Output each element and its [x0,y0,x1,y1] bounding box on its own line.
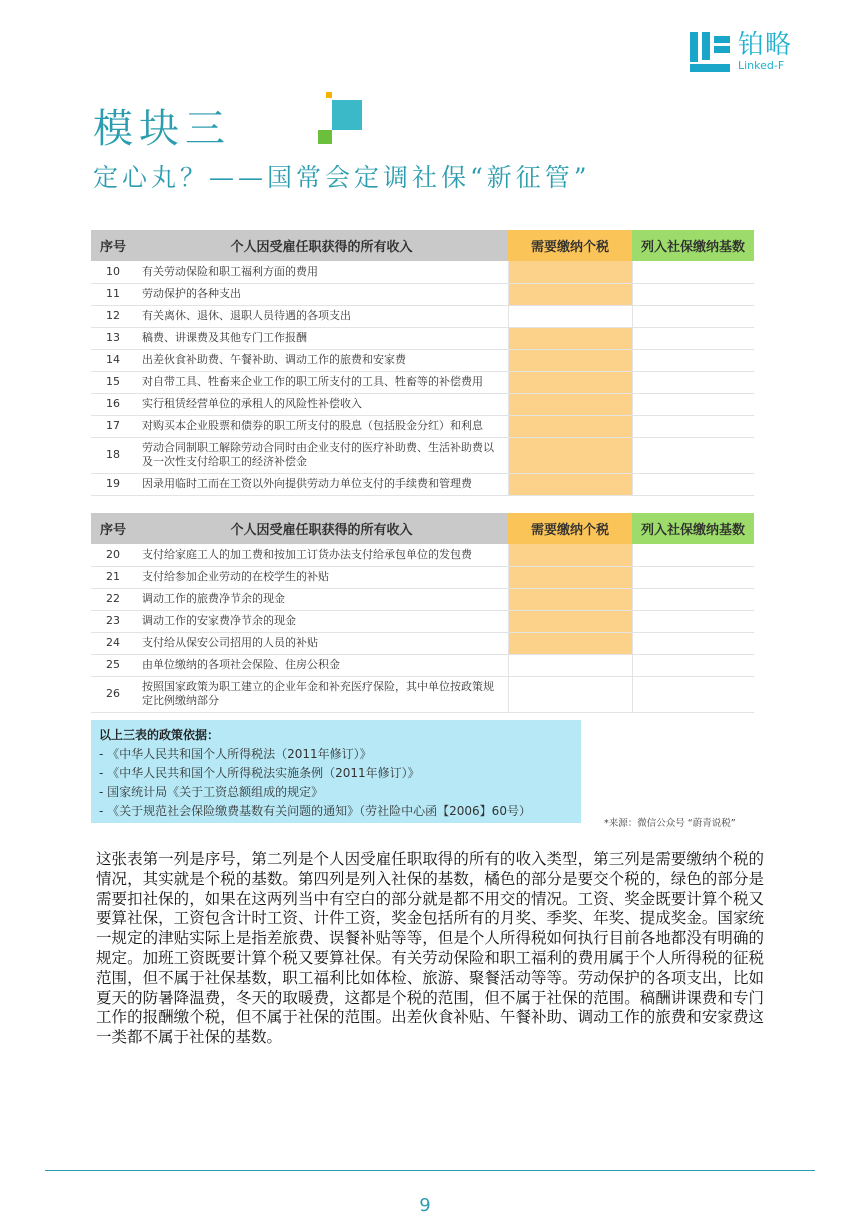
logo-text-cn: 铂略 [738,30,793,60]
row-number: 24 [91,632,135,654]
header-social-security: 列入社保缴纳基数 [632,513,754,544]
table-row [91,544,754,566]
social-cell [632,393,754,415]
row-description: 调动工作的旅费净节余的现金 [135,588,508,610]
tax-cell [508,588,632,610]
table-row [91,371,754,393]
table-row [91,261,754,283]
header-no: 序号 [91,230,135,261]
row-description: 对自带工具、牲畜来企业工作的职工所支付的工具、牲畜等的补偿费用 [135,371,508,393]
row-description: 调动工作的安家费净节余的现金 [135,610,508,632]
policy-item: - 国家统计局《关于工资总额组成的规定》 [99,785,324,799]
tax-cell [508,305,632,327]
row-number: 12 [91,305,135,327]
income-table-2 [91,513,754,713]
source-note: *来源：微信公众号 “蔚青说税” [604,818,736,829]
tax-cell [508,393,632,415]
tax-cell [508,473,632,495]
row-description: 有关离休、退休、退职人员待遇的各项支出 [135,305,508,327]
header-tax: 需要缴纳个税 [508,513,632,544]
row-number: 20 [91,544,135,566]
tax-cell [508,349,632,371]
table-row [91,283,754,305]
row-description: 因录用临时工而在工资以外向提供劳动力单位支付的手续费和管理费 [135,473,508,495]
header-income: 个人因受雇任职获得的所有收入 [135,513,508,544]
tax-cell [508,437,632,473]
row-number: 22 [91,588,135,610]
table-row [91,610,754,632]
table-row [91,632,754,654]
logo-mark-icon [690,32,732,72]
policy-title: 以上三表的政策依据： [99,728,220,742]
row-number: 15 [91,371,135,393]
table-row [91,327,754,349]
social-cell [632,632,754,654]
policy-item: - 《中华人民共和国个人所得税法实施条例（2011年修订）》 [99,766,420,780]
social-cell [632,588,754,610]
row-number: 25 [91,654,135,676]
row-description: 对购买本企业股票和债券的职工所支付的股息（包括股金分红）和利息 [135,415,508,437]
tax-cell [508,283,632,305]
row-description: 按照国家政策为职工建立的企业年金和补充医疗保险，其中单位按政策规定比例缴纳部分 [135,676,508,712]
tax-cell [508,261,632,283]
table-row [91,588,754,610]
policy-basis-box [91,720,581,823]
tax-cell [508,415,632,437]
row-number: 18 [91,437,135,473]
tax-cell [508,566,632,588]
social-cell [632,610,754,632]
social-cell [632,261,754,283]
row-number: 11 [91,283,135,305]
social-cell [632,437,754,473]
row-number: 10 [91,261,135,283]
tax-cell [508,544,632,566]
header-no: 序号 [91,513,135,544]
table-row [91,566,754,588]
tax-cell [508,610,632,632]
row-description: 劳动保护的各种支出 [135,283,508,305]
tax-cell [508,676,632,712]
row-description: 劳动合同制职工解除劳动合同时由企业支付的医疗补助费、生活补助费以及一次性支付给职工的经济补偿金 [135,437,508,473]
policy-item: - 《中华人民共和国个人所得税法（2011年修订）》 [99,747,372,761]
module-title: 模块三 [93,106,231,152]
header-income: 个人因受雇任职获得的所有收入 [135,230,508,261]
table-row [91,305,754,327]
header-tax: 需要缴纳个税 [508,230,632,261]
row-number: 19 [91,473,135,495]
body-paragraph: 这张表第一列是序号，第二列是个人因受雇任职取得的所有的收入类型，第三列是需要缴纳个税的情况，其实就是个税的基数。第四列是列入社保的基数，橘色的部分是要交个税的，绿色的部分是需要扣社保的，如果在这两列当中有空白的部分就是都不用交的情况。工资、奖金既要计算个税又要算社保，工资包含计时工资、计件工资，奖金包括所有的月奖、季奖、年奖、提成奖金。国家统一规定的津贴实际上是指差旅费、误餐补贴等等，但是个人所得税如何执行目前各地都没有明确的规定。加班工资既要计算个税又要算社保。有关劳动保险和职工福利的费用属于个人所得税的征税范围，但不属于社保基数，职工福利比如体检、旅游、聚餐活动等等。劳动保护的各项支出，比如夏天的防暑降温费，冬天的取暖费，这都是个税的范围，但不属于社保的范围。稿酬讲课费和专门工作的报酬缴个税，但不属于社保的范围。出差伙食补贴、午餐补助、调动工作的旅费和安家费这一类都不属于社保的基数。 [96,850,764,1047]
table-row [91,676,754,712]
social-cell [632,544,754,566]
table-row [91,415,754,437]
social-cell [632,283,754,305]
row-number: 21 [91,566,135,588]
social-cell [632,566,754,588]
income-table-1 [91,230,754,496]
decorative-squares-icon [318,92,368,144]
row-number: 13 [91,327,135,349]
row-description: 支付给家庭工人的加工费和按加工订货办法支付给承包单位的发包费 [135,544,508,566]
footer-divider [45,1170,815,1171]
table-row [91,393,754,415]
brand-logo [690,30,810,75]
row-number: 26 [91,676,135,712]
row-description: 支付给参加企业劳动的在校学生的补贴 [135,566,508,588]
row-description: 支付给从保安公司招用的人员的补贴 [135,632,508,654]
social-cell [632,473,754,495]
social-cell [632,654,754,676]
header-social-security: 列入社保缴纳基数 [632,230,754,261]
social-cell [632,327,754,349]
table-row [91,437,754,473]
social-cell [632,676,754,712]
row-number: 14 [91,349,135,371]
social-cell [632,349,754,371]
row-description: 实行租赁经营单位的承租人的风险性补偿收入 [135,393,508,415]
row-number: 23 [91,610,135,632]
tax-cell [508,632,632,654]
page-subtitle: 定心丸？——国常会定调社保“新征管” [93,163,591,192]
row-description: 稿费、讲课费及其他专门工作报酬 [135,327,508,349]
table-row [91,473,754,495]
row-description: 有关劳动保险和职工福利方面的费用 [135,261,508,283]
policy-item: - 《关于规范社会保险缴费基数有关问题的通知》（劳社险中心函【2006】60号） [99,804,531,818]
row-description: 出差伙食补助费、午餐补助、调动工作的旅费和安家费 [135,349,508,371]
table-row [91,654,754,676]
tax-cell [508,654,632,676]
page-number: 9 [419,1195,431,1216]
table-row [91,349,754,371]
social-cell [632,415,754,437]
tax-cell [508,371,632,393]
tax-cell [508,327,632,349]
row-number: 16 [91,393,135,415]
social-cell [632,371,754,393]
row-number: 17 [91,415,135,437]
social-cell [632,305,754,327]
row-description: 由单位缴纳的各项社会保险、住房公积金 [135,654,508,676]
logo-text-en: Linked-F [738,59,785,72]
